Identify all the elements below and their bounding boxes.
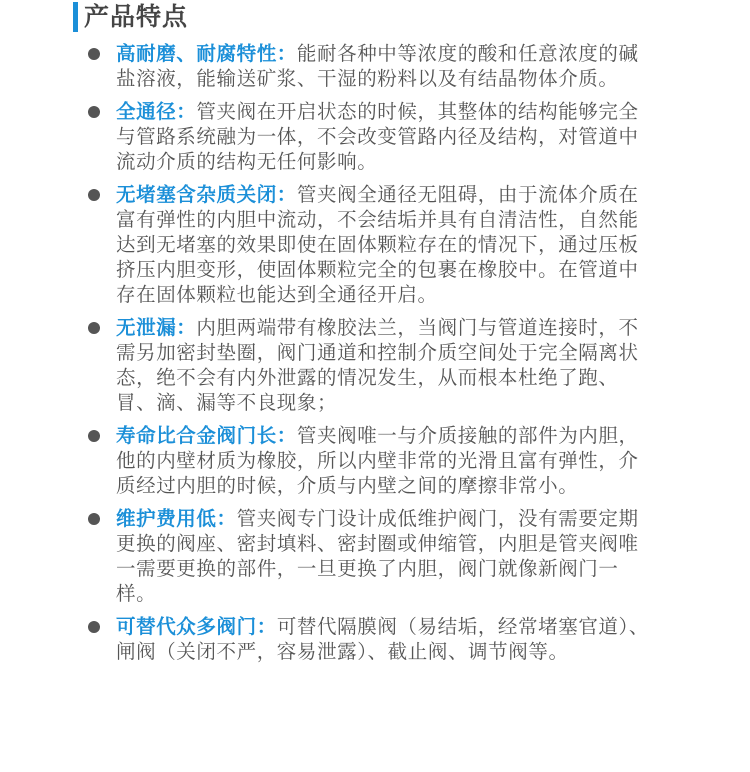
feature-title: 可替代众多阀门：	[116, 615, 277, 638]
section-header	[73, 2, 188, 32]
feature-text: 管夹阀全通径无阻碍，由于流体介质在富有弹性的内胆中流动，不会结垢并具有自清洁性，自然能达到无堵塞的效果即使在固体颗粒存在的情况下，通过压板挤压内胆变形，使固体颗粒完全的包裹在橡胶中。在管道中存在固体颗粒也能达到全通径开启。	[116, 183, 639, 306]
feature-text: 能耐各种中等浓度的酸和任意浓度的碱盐溶液，能输送矿浆、干湿的粉料以及有结晶物体介质。	[116, 42, 639, 90]
bullet-icon	[88, 189, 100, 201]
feature-item-long-life	[0, 423, 656, 498]
feature-text: 管夹阀在开启状态的时候，其整体的结构能够完全与管路系统融为一体，不会改变管路内径及结构，对管道中流动介质的结构无任何影响。	[116, 100, 639, 173]
feature-item-low-maintenance	[0, 506, 656, 606]
feature-item-wear-corrosion	[0, 41, 656, 91]
bullet-icon	[88, 513, 100, 525]
section-title: 产品特点	[84, 2, 189, 31]
feature-title: 寿命比合金阀门长：	[116, 424, 297, 447]
bullet-icon	[88, 106, 100, 118]
bullet-icon	[88, 48, 100, 60]
bullet-icon	[88, 430, 100, 442]
feature-text: 管夹阀唯一与介质接触的部件为内胆，他的内壁材质为橡胶，所以内壁非常的光滑且富有弹性，介质经过内胆的时候，介质与内壁之间的摩擦非常小。	[116, 424, 639, 497]
bullet-icon	[88, 322, 100, 334]
feature-title: 无堵塞含杂质关闭：	[116, 183, 297, 206]
feature-item-replaces-valves	[0, 614, 656, 664]
feature-title: 全通径：	[116, 100, 197, 123]
feature-title: 无泄漏：	[116, 316, 197, 339]
bullet-icon	[88, 621, 100, 633]
feature-text: 可替代隔膜阀（易结垢，经常堵塞官道）、闸阀（关闭不严，容易泄露）、截止阀、调节阀等。	[116, 615, 649, 663]
feature-item-no-clog	[0, 182, 656, 307]
feature-list	[0, 41, 750, 672]
feature-title: 维护费用低：	[116, 507, 237, 530]
feature-text: 管夹阀专门设计成低维护阀门，没有需要定期更换的阀座、密封填料、密封圈或伸缩管，内胆是管夹阀唯一需要更换的部件，一旦更换了内胆，阀门就像新阀门一样。	[116, 507, 639, 605]
feature-item-full-bore	[0, 99, 656, 174]
feature-title: 高耐磨、耐腐特性：	[116, 42, 297, 65]
accent-bar-icon	[73, 2, 78, 32]
feature-item-no-leak	[0, 315, 656, 415]
feature-text: 内胆两端带有橡胶法兰，当阀门与管道连接时，不需另加密封垫圈，阀门通道和控制介质空间处于完全隔离状态，绝不会有内外泄露的情况发生，从而根本杜绝了跑、冒、滴、漏等不良现象；	[116, 316, 639, 414]
